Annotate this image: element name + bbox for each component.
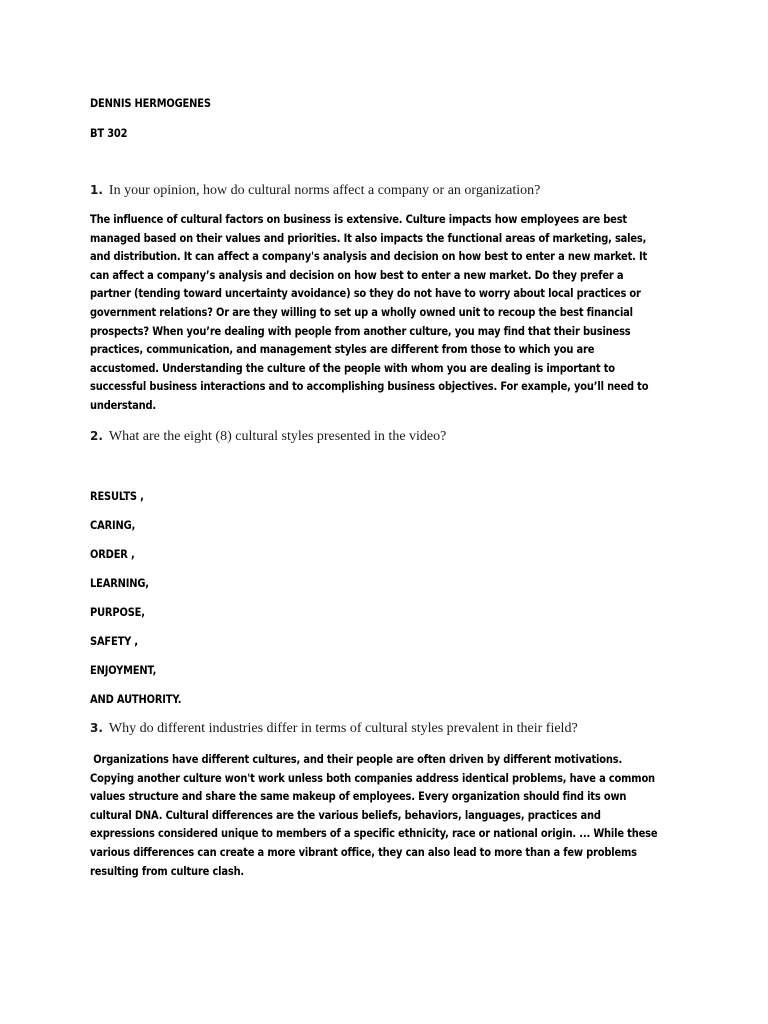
answer-3-line: expressions considered unique to members of a specific ethnicity, race or national origin. ... While these: [90, 826, 658, 841]
answer-1-line: prospects? When you’re dealing with people from another culture, you may find that their business: [90, 323, 631, 338]
cultural-style-item: ORDER ,: [90, 547, 135, 561]
answer-1-line: can affect a company’s analysis and decision on how best to enter a new market. Do they prefer a: [90, 267, 624, 282]
answer-1-line: managed based on their values and priorities. It also impacts the functional areas of marketing, sales,: [90, 230, 647, 245]
answer-1: [90, 210, 666, 415]
cultural-style-item: CARING,: [90, 518, 136, 532]
cultural-style-item: ENJOYMENT,: [90, 663, 157, 677]
answer-3: [90, 750, 666, 880]
answer-3-line: Organizations have different cultures, and their people are often driven by different motivations.: [90, 752, 623, 766]
cultural-style-item: LEARNING,: [90, 576, 149, 590]
answer-1-line: partner (tending toward uncertainty avoidance) so they do not have to worry about local practices or: [90, 286, 641, 301]
answer-3-line: values structure and share the same makeup of employees. Every organization should find its own: [90, 789, 627, 804]
cultural-style-item: SAFETY ,: [90, 634, 139, 648]
answer-3-line: resulting from culture clash.: [90, 863, 245, 878]
cultural-style-item: AND AUTHORITY.: [90, 692, 182, 706]
answer-1-line: accustomed. Understanding the culture of the people with whom you are dealing is important to: [90, 360, 615, 375]
author-name: DENNIS HERMOGENES: [90, 96, 211, 110]
answer-1-line: understand.: [90, 397, 157, 412]
question-1-text: In your opinion, how do cultural norms affect a company or an organization?: [108, 183, 541, 198]
cultural-style-item: RESULTS ,: [90, 489, 144, 503]
question-3-text: Why do different industries differ in terms of cultural styles prevalent in their field?: [108, 721, 578, 736]
answer-1-line: practices, communication, and management styles are different from those to which you are: [90, 342, 595, 357]
cultural-style-item: PURPOSE,: [90, 605, 145, 619]
question-1: [90, 183, 540, 199]
answer-1-line: and distribution. It can affect a company's analysis and decision on how best to enter a new market. It: [90, 249, 648, 264]
course-code: BT 302: [90, 126, 128, 140]
answer-3-line: Copying another culture won't work unless both companies address identical problems, have a common: [90, 770, 655, 785]
answer-1-line: The influence of cultural factors on business is extensive. Culture impacts how employees are best: [90, 212, 627, 226]
answer-1-line: government relations? Or are they willing to set up a wholly owned unit to recoup the best financial: [90, 304, 633, 319]
answer-1-line: successful business interactions and to accomplishing business objectives. For example, you’ll need to: [90, 379, 649, 394]
question-2: [90, 429, 446, 445]
question-2-text: What are the eight (8) cultural styles presented in the video?: [108, 429, 447, 444]
question-3: [90, 721, 578, 737]
question-3-number: 3.: [90, 721, 103, 735]
question-2-number: 2.: [90, 429, 103, 443]
answer-3-line: cultural DNA. Cultural differences are the various beliefs, behaviors, languages, practices and: [90, 807, 601, 822]
question-1-number: 1.: [90, 183, 103, 197]
answer-3-line: various differences can create a more vibrant office, they can also lead to more than a few problems: [90, 844, 637, 859]
